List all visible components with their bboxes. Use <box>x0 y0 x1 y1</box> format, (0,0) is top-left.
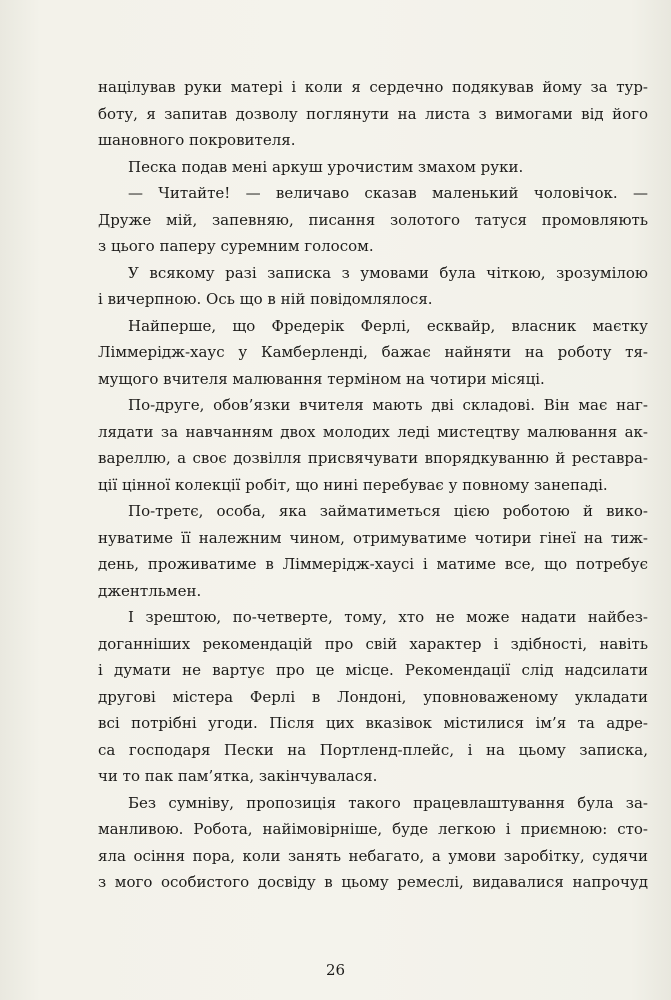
text-line: са господаря Пески на Портленд-плейс, і на цьому записка, <box>98 740 648 759</box>
text-line: манливою. Робота, найімовірніше, буде легкою і приємною: сто- <box>98 820 648 838</box>
text-line: — Читайте! — величаво сказав маленький чоловічок. — <box>128 184 648 202</box>
text-line: яла осіння пора, коли занять небагато, а умови заробітку, судячи <box>98 846 648 865</box>
text-line: другові містера Ферлі в Лондоні, уповноваженому укладати <box>98 687 648 706</box>
text-line: лядати за навчанням двох молодих леді мистецтву малювання ак- <box>98 422 648 441</box>
text-line: По-друге, обов’язки вчителя мають дві складові. Він має наг- <box>128 396 648 414</box>
text-line: мущого вчителя малювання терміном на чотири місяці. <box>98 369 545 388</box>
text-line: У всякому разі записка з умовами була чіткою, зрозумілою <box>128 263 648 282</box>
text-line: доганніших рекомендацій про свій характер і здібності, навіть <box>98 634 648 653</box>
text-line: нуватиме її належним чином, отримуватиме чотири гінеї на тиж- <box>98 528 648 547</box>
text-line: І зрештою, по-четверте, тому, хто не може надати найбез- <box>128 608 648 626</box>
text-line: По-третє, особа, яка займатиметься цією роботою й вико- <box>128 502 648 520</box>
text-line: і вичерпною. Ось що в ній повідомлялося. <box>98 290 433 308</box>
text-line: вареллю, а своє дозвілля присвячувати впорядкуванню й реставра- <box>98 449 648 467</box>
text-line: Найперше, що Фредерік Ферлі, есквайр, власник маєтку <box>128 316 648 335</box>
text-line: з мого особистого досвіду в цьому ремеслі, видавалися напрочуд <box>98 873 648 891</box>
text-line: Песка подав мені аркуш урочистим змахом руки. <box>128 157 524 176</box>
text-line: всі потрібні угоди. Після цих вказівок містилися ім’я та адре- <box>98 714 648 732</box>
text-line: джентльмен. <box>98 581 202 600</box>
text-line: Ліммерідж-хаус у Камберленді, бажає найняти на роботу тя- <box>98 343 648 361</box>
text-line: боту, я запитав дозволу поглянути на листа з вимогами від його <box>98 104 648 123</box>
text-line: шановного покровителя. <box>98 131 296 149</box>
text-line: день, проживатиме в Ліммерідж-хаусі і матиме все, що потребує <box>98 555 648 573</box>
text-line: з цього паперу суремним голосом. <box>98 237 374 255</box>
page-number: 26 <box>325 961 346 979</box>
text-line: націлував руки матері і коли я сердечно подякував йому за тур- <box>98 78 648 96</box>
text-line: чи то пак пам’ятка, закінчувалася. <box>98 767 378 785</box>
text-line: Без сумніву, пропозиція такого працевлаштування була за- <box>128 793 648 812</box>
text-line: Друже мій, запевняю, писання золотого татуся промовляють <box>98 210 648 229</box>
body-text <box>98 74 648 896</box>
text-line: і думати не вартує про це місце. Рекомендації слід надсилати <box>98 661 648 679</box>
text-line: ції цінної колекції робіт, що нині перебуває у повному занепаді. <box>98 475 608 494</box>
